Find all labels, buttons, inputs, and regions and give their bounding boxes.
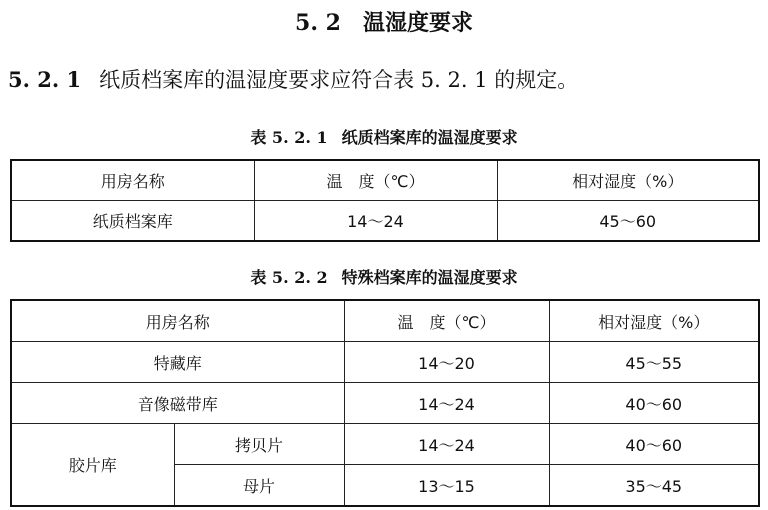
- cell-humidity: 35～45: [549, 465, 759, 507]
- header-temperature: 温 度（℃）: [344, 300, 549, 342]
- section-heading: [0, 6, 768, 37]
- cell-humidity: 40～60: [549, 424, 759, 465]
- cell-subroom-name: 拷贝片: [174, 424, 344, 465]
- cell-group-name: 胶片库: [11, 424, 174, 507]
- table2-caption-number: 表 5. 2. 2: [250, 268, 328, 287]
- cell-temperature: 14～24: [344, 424, 549, 465]
- cell-room-name: 纸质档案库: [11, 201, 254, 242]
- table-paper-archive: [10, 159, 760, 242]
- header-room-name: 用房名称: [11, 160, 254, 201]
- table-header-row: [11, 160, 759, 201]
- table2-caption: [0, 265, 768, 288]
- section-number: 5. 2: [295, 10, 341, 36]
- cell-subroom-name: 母片: [174, 465, 344, 507]
- table-row: [11, 201, 759, 242]
- clause-number: 5. 2. 1: [8, 67, 82, 92]
- header-humidity: 相对湿度（%）: [497, 160, 759, 201]
- table1-caption: [0, 125, 768, 148]
- cell-humidity: 45～60: [497, 201, 759, 242]
- header-humidity: 相对湿度（%）: [549, 300, 759, 342]
- cell-humidity: 45～55: [549, 342, 759, 383]
- table2-caption-title: 特殊档案库的温湿度要求: [341, 268, 518, 287]
- table-row: [11, 342, 759, 383]
- cell-room-name: 音像磁带库: [11, 383, 344, 424]
- header-room-name: 用房名称: [11, 300, 344, 342]
- cell-temperature: 14～24: [344, 383, 549, 424]
- cell-temperature: 14～24: [254, 201, 497, 242]
- header-temperature: 温 度（℃）: [254, 160, 497, 201]
- cell-humidity: 40～60: [549, 383, 759, 424]
- section-title: 温湿度要求: [362, 11, 473, 36]
- cell-temperature: 14～20: [344, 342, 549, 383]
- table-row: [11, 424, 759, 465]
- clause-text: 纸质档案库的温湿度要求应符合表 5. 2. 1 的规定。: [99, 68, 579, 92]
- table-row: [11, 383, 759, 424]
- table1-caption-title: 纸质档案库的温湿度要求: [341, 128, 518, 147]
- table1-caption-number: 表 5. 2. 1: [250, 128, 328, 147]
- table-header-row: [11, 300, 759, 342]
- clause-paragraph: [8, 64, 578, 94]
- table-special-archive: [10, 299, 760, 507]
- cell-temperature: 13～15: [344, 465, 549, 507]
- cell-room-name: 特藏库: [11, 342, 344, 383]
